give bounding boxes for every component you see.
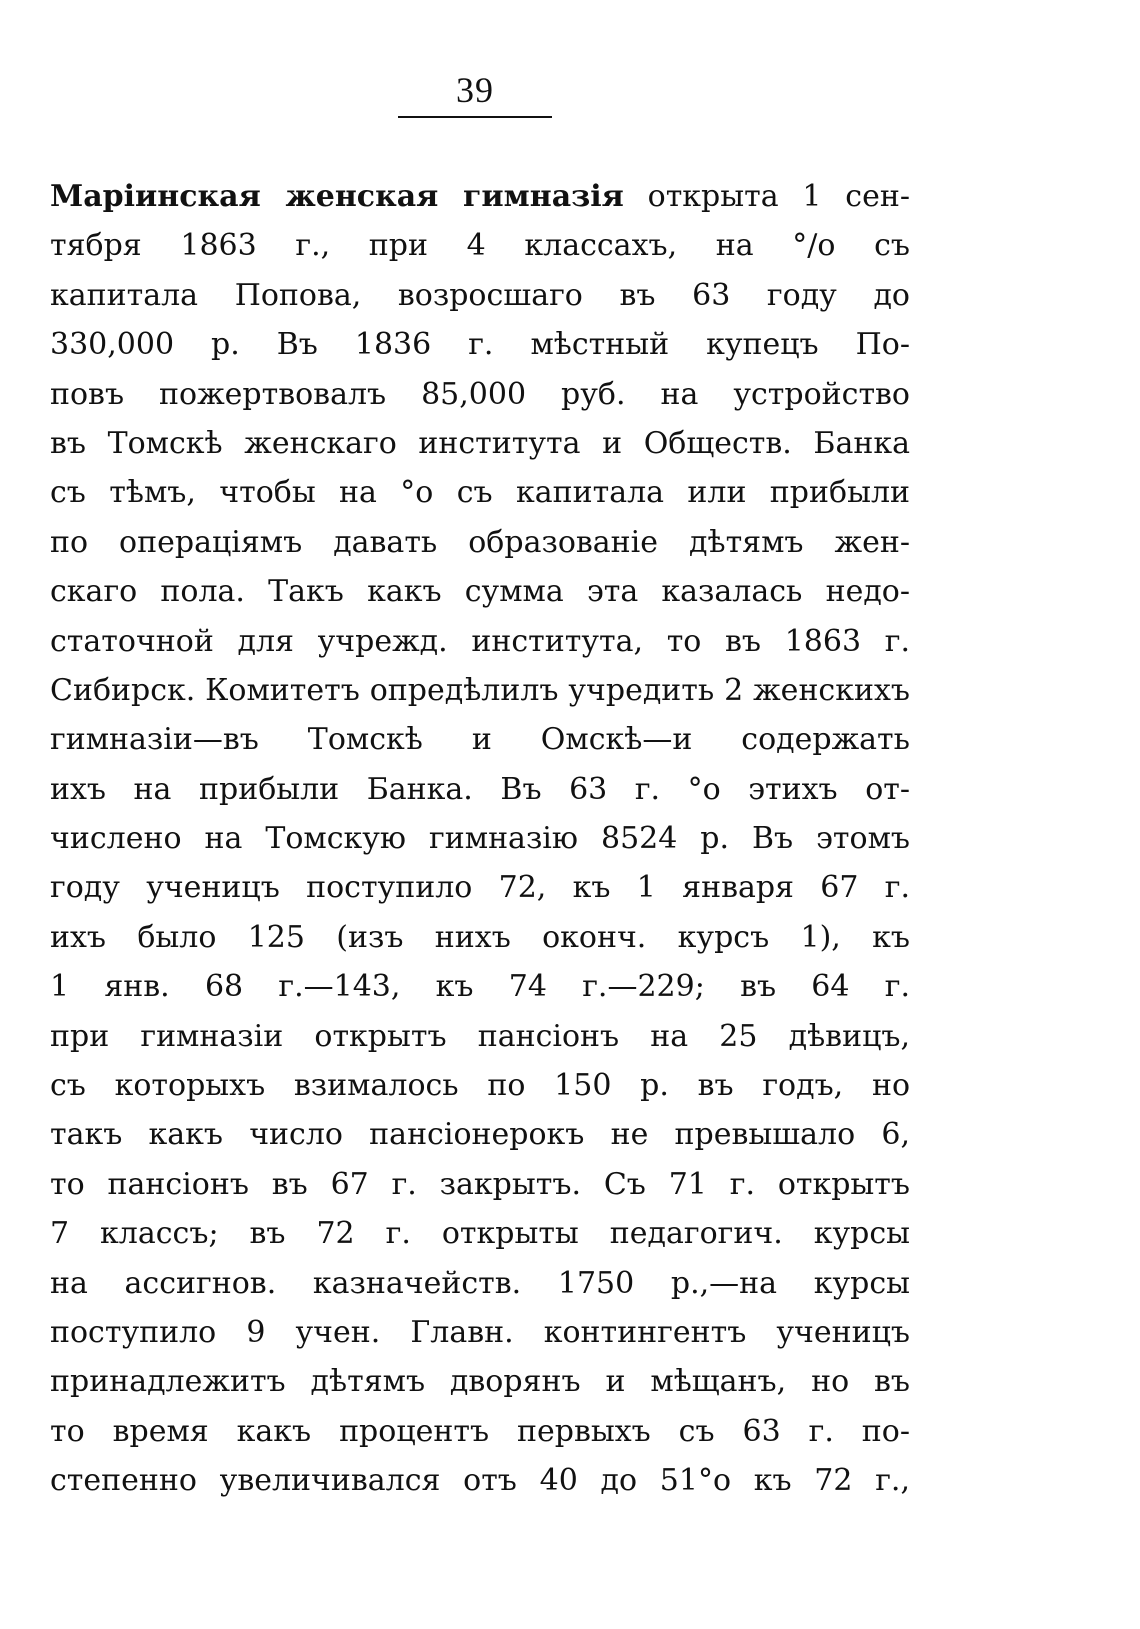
text-line: съ тѣмъ, чтобы на °о съ капитала или прибыли xyxy=(50,475,910,511)
text-line: на ассигнов. казначейств. 1750 р.,—на курсы xyxy=(50,1265,910,1301)
text-line: 330,000 р. Въ 1836 г. мѣстный купецъ По- xyxy=(50,327,910,363)
text-line: 7 классъ; въ 72 г. открыты педагогич. курсы xyxy=(50,1216,910,1252)
text-line: такъ какъ число пансіонерокъ не превышало 6, xyxy=(50,1117,910,1153)
text-line: по операціямъ давать образованіе дѣтямъ жен- xyxy=(50,524,910,560)
text-line: году ученицъ поступило 72, къ 1 января 67 г. xyxy=(50,870,910,906)
text-line: Сибирск. Комитетъ опредѣлилъ учредить 2 женскихъ xyxy=(50,672,910,708)
text-line: то время какъ процентъ первыхъ съ 63 г. по- xyxy=(50,1413,910,1449)
text-line: въ Томскѣ женскаго института и Обществ. Банка xyxy=(50,425,910,461)
text-line: гимназіи—въ Томскѣ и Омскѣ—и содержать xyxy=(50,722,910,758)
text-line: 1 янв. 68 г.—143, къ 74 г.—229; въ 64 г. xyxy=(50,969,910,1005)
text-line: съ которыхъ взималось по 150 р. въ годъ, но xyxy=(50,1068,910,1104)
text-line: капитала Попова, возросшаго въ 63 году до xyxy=(50,277,910,313)
text-line: статочной для учрежд. института, то въ 1863 г. xyxy=(50,623,910,659)
text-line: ихъ было 125 (изъ нихъ оконч. курсъ 1), къ xyxy=(50,919,910,955)
paragraph-lead: Маріинская женская гимназія xyxy=(50,179,624,214)
text-line: числено на Томскую гимназію 8524 р. Въ этомъ xyxy=(50,821,910,857)
text-line: ихъ на прибыли Банка. Въ 63 г. °о этихъ от- xyxy=(50,771,910,807)
text-line: поступило 9 учен. Главн. контингентъ ученицъ xyxy=(50,1314,910,1350)
text-line-rest: открыта 1 сен- xyxy=(623,179,910,214)
body-paragraph xyxy=(50,172,910,1506)
text-line: то пансіонъ въ 67 г. закрытъ. Съ 71 г. открытъ xyxy=(50,1166,910,1202)
page-number-rule xyxy=(398,116,552,118)
text-line: скаго пола. Такъ какъ сумма эта казалась недо- xyxy=(50,574,910,610)
page-number: 39 xyxy=(456,70,494,110)
text-line: принадлежитъ дѣтямъ дворянъ и мѣщанъ, но въ xyxy=(50,1364,910,1400)
text-line: тября 1863 г., при 4 классахъ, на °/о съ xyxy=(50,228,910,264)
text-line: при гимназіи открытъ пансіонъ на 25 дѣвицъ, xyxy=(50,1018,910,1054)
text-line: степенно увеличивался отъ 40 до 51°о къ 72 г., xyxy=(50,1463,910,1499)
text-line xyxy=(50,172,910,221)
text-line: повъ пожертвовалъ 85,000 руб. на устройство xyxy=(50,376,910,412)
